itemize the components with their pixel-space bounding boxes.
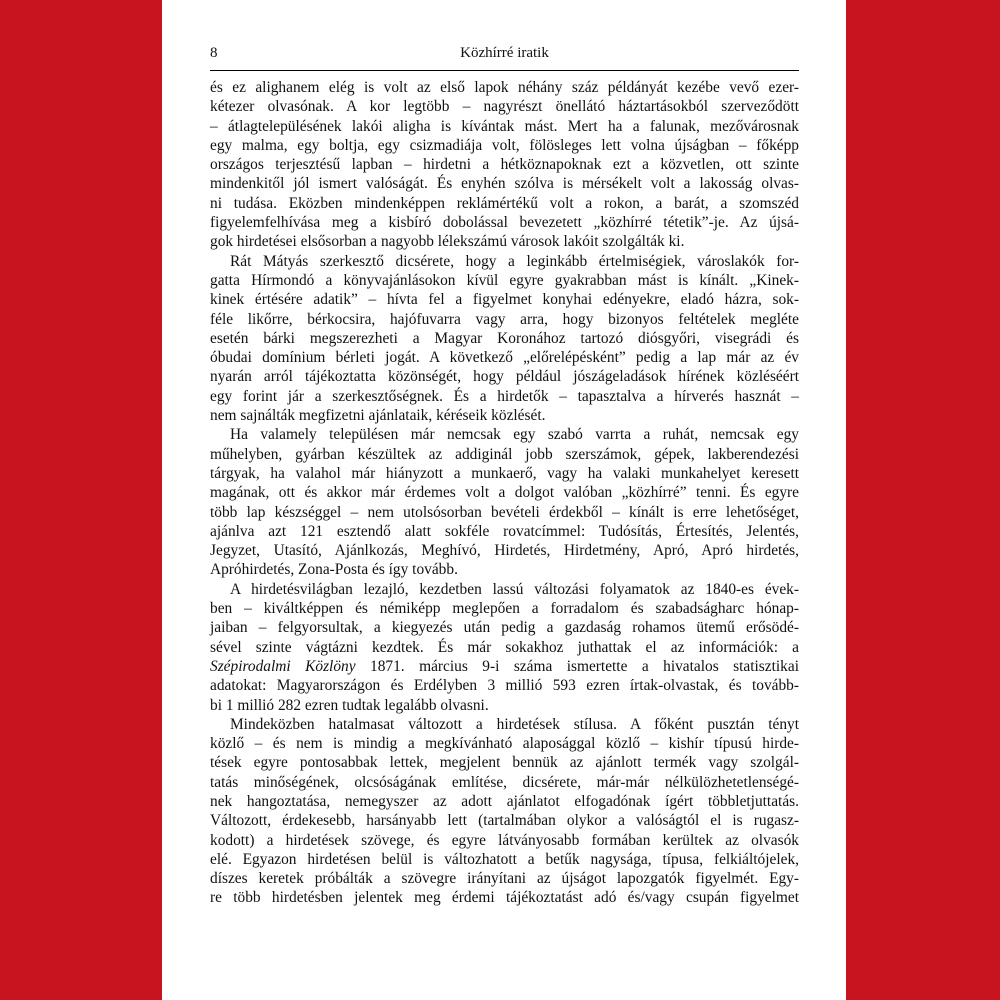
- italic-title: Szépirodalmi Közlöny: [210, 657, 356, 675]
- text-line: Változott, érdekesebb, harsányabb lett (tartalmában olykor a valóságtól el is rugasz-: [210, 812, 799, 830]
- text-line: kinek értésére adatik” – hívta fel a figyelmet konyhai edényekre, eladó házra, sok-: [210, 291, 799, 309]
- paragraph: [210, 425, 799, 579]
- text-line-with-italic: [210, 657, 799, 676]
- text-line: Apróhirdetés, Zona-Posta és így tovább.: [210, 561, 458, 579]
- running-title: Közhírré iratik: [460, 45, 549, 61]
- text-line: ni tudása. Eközben mindenképpen reklámértékű volt a rokon, a barát, a szomszéd: [210, 194, 799, 212]
- text-line: műhelyben, gyárban készültek az addiginál jobb szerszámok, gépek, lakberendezési: [210, 445, 799, 463]
- text-line: kodott) a hirdetések szövege, és egyre látványosabb formában kerültek az olvasók: [210, 831, 799, 849]
- text-line: kétezer olvasónak. A kor legtöbb – nagyrészt önellátó háztartásokból szerveződött: [210, 98, 799, 116]
- text-line: magának, ott és akkor már érdemes volt a dolgot valóban „közhírré” tenni. És egyre: [210, 484, 799, 502]
- text-line: tárgyak, ha valahol már hiányzott a munkaerő, vagy ha valaki munkahelyet keresett: [210, 464, 799, 482]
- text-line: Ha valamely településen már nemcsak egy szabó varrta a ruhát, nemcsak egy: [230, 426, 799, 444]
- text-line: közlő – és nem is mindig a megkívánható alaposággal közlő – kishír típusú hirde-: [210, 735, 799, 753]
- paragraph: [210, 715, 799, 908]
- text-line: jaiban – felgyorsultak, a kiegyezés után pedig a gazdaság rohamos ütemű erősödé-: [210, 619, 799, 637]
- text-line: Mindeközben hatalmasat változott a hirdetések stílusa. A főként pusztán tényt: [230, 715, 799, 733]
- text-line: Rát Mátyás szerkesztő dicsérete, hogy a leginkább értelmiségiek, városlakók for-: [230, 252, 799, 270]
- text-line: nek hangoztatása, nemegyszer az adott ajánlatot elfogadónak ígért többletjuttatás.: [210, 792, 799, 810]
- text-line: óbudai domínium bérleti jogát. A következő „előrelépésként” pedig a lap már az év: [210, 349, 799, 367]
- paragraph: [210, 78, 799, 252]
- text-line-rest: 1871. március 9-i száma ismertette a hivatalos statisztikai: [355, 657, 799, 675]
- paragraph: [210, 252, 799, 426]
- text-line: tések egyre pontosabbak lettek, megjelent bennük az ajánlott termék vagy szolgál-: [210, 754, 799, 772]
- text-line: Jegyzet, Utasító, Ajánlkozás, Meghívó, Hirdetés, Hirdetmény, Apró, Apró hirdetés,: [210, 542, 799, 560]
- text-line: tatás minőségének, olcsóságának említése, dicsérete, már-már nélkülözhetetlenségé-: [210, 773, 799, 791]
- text-line: bi 1 millió 282 ezren tudtak legalább olvasni.: [210, 696, 489, 714]
- text-line: egy malma, egy boltja, egy csizmadiája volt, fölösleges lett volna újságban – főképp: [210, 136, 799, 154]
- text-line: országos terjesztésű lapban – hirdetni a hétköznapoknak ezt a közvetlen, ott szinte: [210, 156, 799, 174]
- text-line: re több hirdetésben jelentek meg érdemi tájékoztatást adó és/vagy csupán figyelmet: [210, 889, 799, 907]
- text-line: gatta Hírmondó a könyvajánlásokon kívül egyre gyakrabban mást is kínált. „Kinek-: [210, 271, 799, 289]
- text-line: nem sajnálták megfizetni ajánlataik, kéréseik közlését.: [210, 407, 546, 425]
- text-line: egy forint jár a szerkesztőségnek. És a hirdetők – tapasztalva a hírverés hasznát –: [210, 387, 799, 405]
- text-line: adatokat: Magyarországon és Erdélyben 3 millió 593 ezren írtak-olvastak, és tovább-: [210, 677, 799, 695]
- text-line: több lap készséggel – nem utolsósorban bevételi érdekből – kínált is erre lehetőséget,: [210, 503, 799, 521]
- text-line: nyarán arról tájékoztatta közönségét, hogy például jószágeladások hírének közléséért: [210, 368, 799, 386]
- body-text: [210, 78, 799, 908]
- text-line: ajánlva azt 121 esztendő alatt sokféle rovatcímmel: Tudósítás, Értesítés, Jelentés,: [210, 522, 799, 540]
- text-line: díszes keretek próbálták a szövegre irányítani az újságot lapozgatók figyelmét. Egy-: [210, 870, 799, 888]
- text-line: figyelemfelhívása meg a kisbíró dobolással bevezetett „közhírré tétetik”-je. Az újsá-: [210, 214, 799, 232]
- text-line: A hirdetésvilágban lezajló, kezdetben lassú változási folyamatok az 1840-es évek-: [230, 580, 799, 598]
- book-page: [162, 0, 846, 1000]
- text-line: ben – kiváltképpen és némiképp meglepően a forradalom és szabadságharc hónap-: [210, 600, 799, 618]
- text-line: gok hirdetései elsősorban a nagyobb lélekszámú városok lakóit szolgálták ki.: [210, 233, 685, 251]
- text-line: sével szinte vágtázni kezdtek. És már sokakhoz juthattak el az információk: a: [210, 638, 799, 656]
- paragraph: [210, 580, 799, 715]
- text-line: – átlagtelepülésének lakói aligha is kívántak mást. Mert ha a falunak, mezővárosnak: [210, 117, 799, 135]
- text-line: mindenkitől jól ismert valóságát. És enyhén szólva is mérsékelt volt a lakosság olvas-: [210, 175, 799, 193]
- page-number: 8: [210, 45, 218, 61]
- text-line: féle likőrre, bérkocsira, hajófuvarra vagy arra, hogy bizonyos feltételek megléte: [210, 310, 799, 328]
- running-header: [210, 42, 799, 71]
- text-line: esetén bárki megszerezheti a Magyar Koronához tartozó diósgyőri, visegrádi és: [210, 329, 799, 347]
- text-line: elé. Egyazon hirdetésen belül is változhatott a betűk nagysága, típusa, felkiáltójelek,: [210, 850, 799, 868]
- text-line: és ez alighanem elég is volt az első lapok néhány száz példányát kezébe vevő ezer-: [210, 79, 799, 96]
